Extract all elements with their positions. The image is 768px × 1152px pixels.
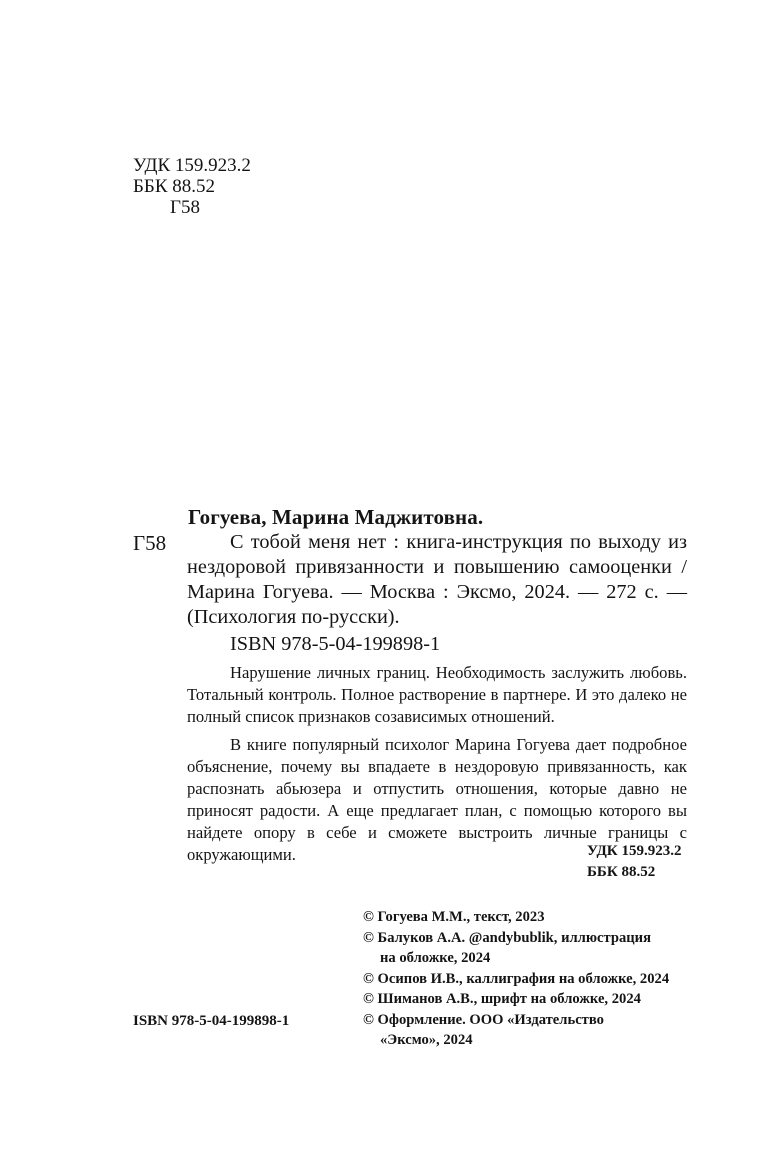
- bbk-code: ББК 88.52: [133, 176, 215, 197]
- copyright-item: © Оформление. ООО «Издательство: [363, 1011, 604, 1028]
- copyright-item-continuation: «Эксмо», 2024: [380, 1032, 473, 1048]
- annotation: [187, 662, 687, 866]
- udk-code-right: УДК 159.923.2: [587, 843, 682, 859]
- copyright-item-continuation: на обложке, 2024: [380, 950, 491, 966]
- isbn-footer: ISBN 978-5-04-199898-1: [133, 1013, 290, 1029]
- copyright-item: © Гогуева М.М., текст, 2023: [363, 909, 545, 925]
- bbk-code-right: ББК 88.52: [587, 864, 656, 880]
- annotation-paragraph-1: Нарушение личных границ. Необходимость заслужить любовь. Тотальный контроль. Полное растворение в партнере. И это далеко не полный список признаков созависимых отношений.: [187, 663, 687, 726]
- author-heading: Гогуева, Марина Маджитовна.: [188, 505, 484, 529]
- copyright-item: © Балуков А.А. @andybublik, иллюстрация: [363, 929, 651, 946]
- isbn-entry: ISBN 978-5-04-199898-1: [230, 633, 441, 655]
- copyright-block: [363, 907, 703, 1051]
- annotation-paragraph-2: В книге популярный психолог Марина Гогуева дает подробное объяснение, почему вы впадаете в нездоровую привязанность, как распознать абьюзера и отпустить отношения, которые давно не приносят радости. А еще предлагает план, с помощью которого вы найдете опору в себе и сможете выстроить личные границы с окружающими.: [187, 735, 687, 864]
- author-sign-margin: Г58: [133, 531, 167, 555]
- udk-code: УДК 159.923.2: [133, 155, 251, 176]
- title-description: С тобой меня нет : книга-инструкция по выходу из нездоровой привязанности и повышению самооценки / Марина Гогуева. — Москва : Эксмо, 2024. — 272 с. — (Психология по-русски).: [187, 531, 687, 628]
- author-sign: Г58: [170, 197, 200, 218]
- copyright-item: © Осипов И.В., каллиграфия на обложке, 2024: [363, 970, 670, 987]
- bibliographic-description: [187, 530, 687, 657]
- copyright-item: © Шиманов А.В., шрифт на обложке, 2024: [363, 991, 641, 1007]
